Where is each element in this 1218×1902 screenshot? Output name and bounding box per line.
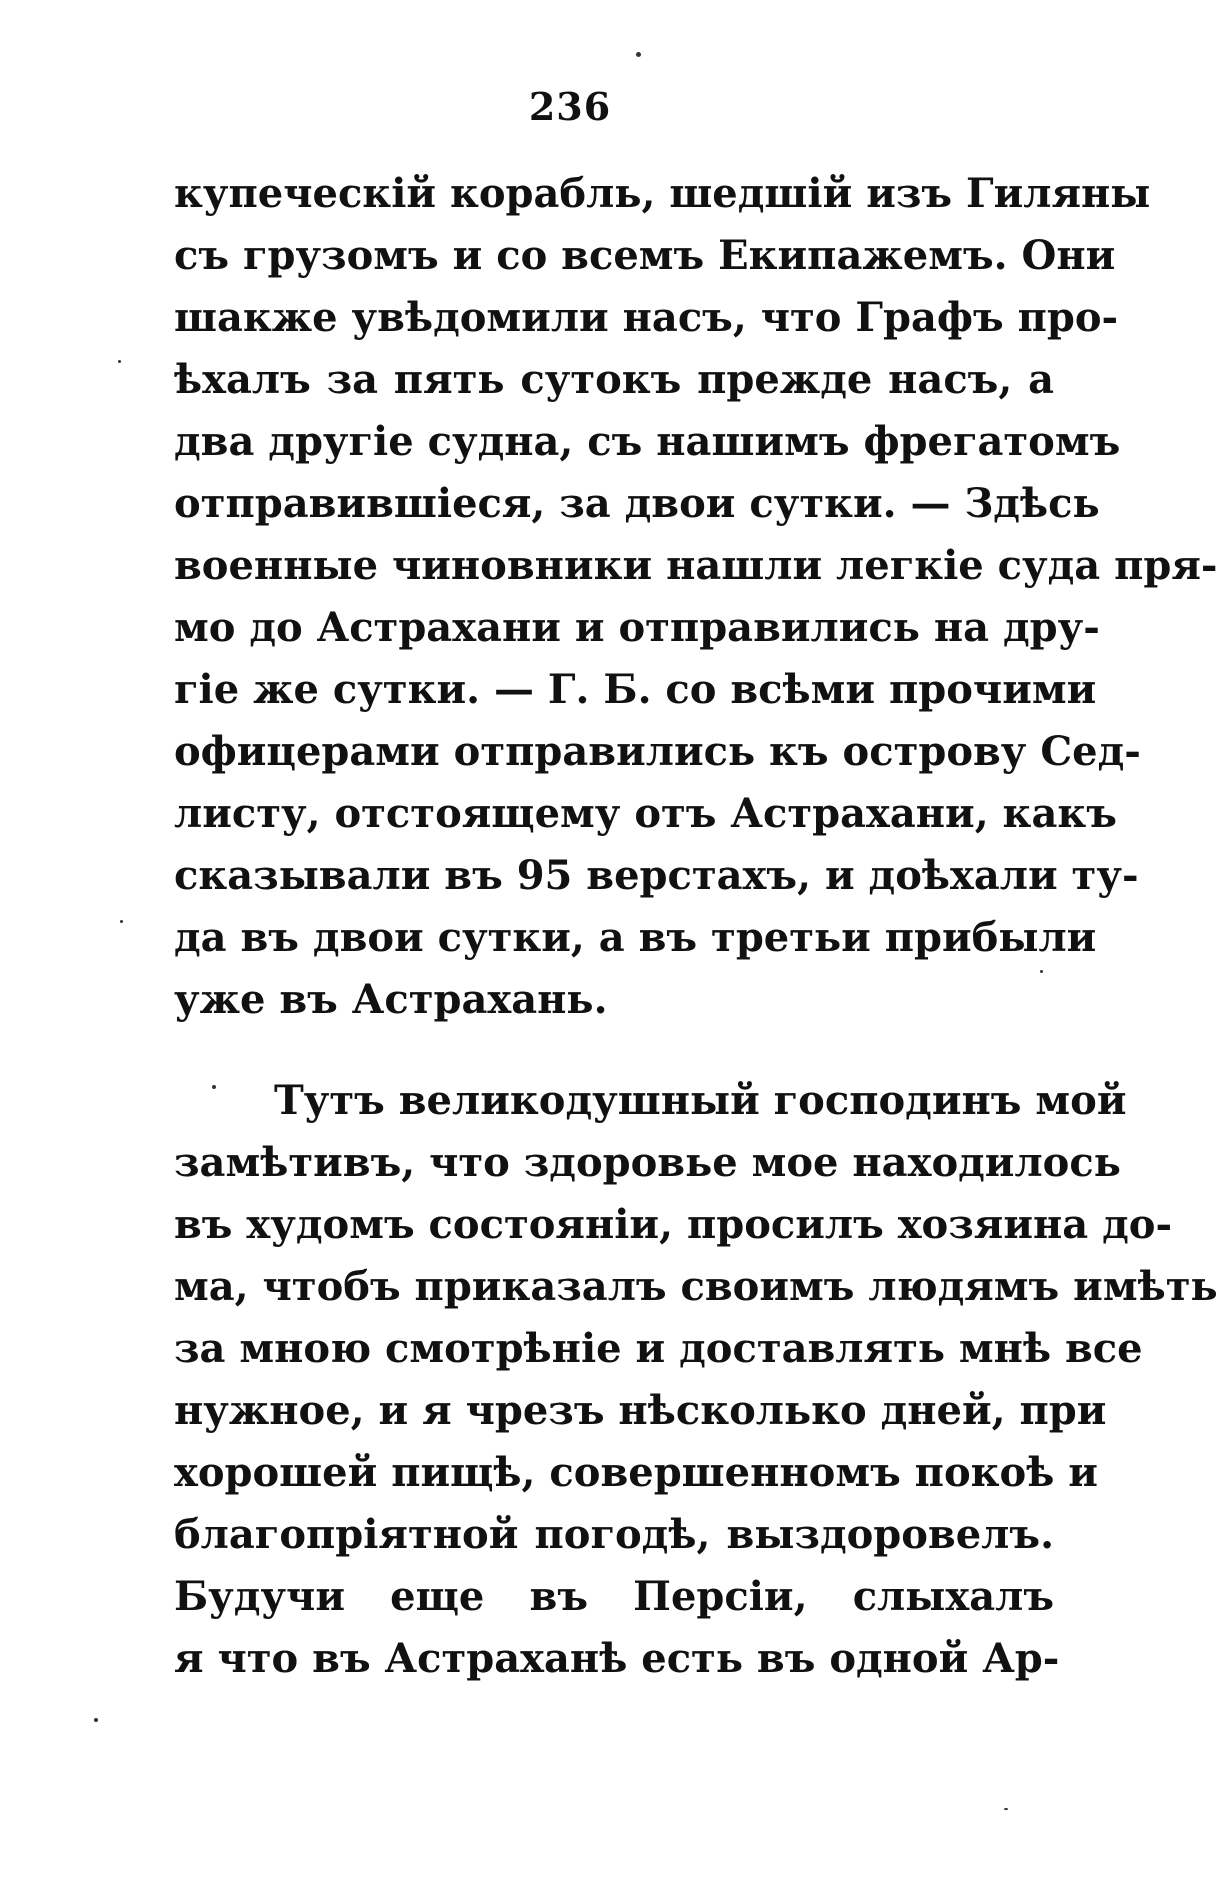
page-number: 236 [528,84,612,129]
text-line: хорошей пищѣ, совершенномъ покоѣ и [174,1449,1098,1496]
print-speck [1040,970,1043,973]
text-line: отправившіеся, за двои сутки. — Здѣсь [174,480,1100,527]
text-line: военные чиновники нашли легкіе суда пря- [174,542,1218,589]
text-line: нужное, и я чрезъ нѣсколько дней, при [174,1387,1107,1434]
text-line: въ худомъ состояніи, просилъ хозяина до- [174,1201,1173,1248]
text-line: да въ двои сутки, а въ третьи прибыли [174,914,1097,961]
text-line: благопріятной погодѣ, выздоровелъ. [174,1511,1054,1558]
text-line: я что въ Астраханѣ есть въ одной Ар- [174,1635,1060,1682]
text-line: купеческій корабль, шедшій изъ Гиляны [174,170,1151,217]
text-line: два другіе судна, съ нашимъ фрегатомъ [174,418,1121,465]
text-line: гіе же сутки. — Г. Б. со всѣми прочими [174,666,1097,713]
text-line: Тутъ великодушный господинъ мой [274,1077,1127,1124]
print-speck [1004,1808,1008,1810]
text-line: шакже увѣдомили насъ, что Графъ про- [174,294,1119,341]
paragraph-1 [174,163,1218,1031]
text-line: сказывали въ 95 верстахъ, и доѣхали ту- [174,852,1139,899]
print-speck [212,1085,216,1089]
print-speck [120,920,123,923]
print-speck [118,360,121,363]
print-speck [94,1718,98,1722]
text-line: ѣхалъ за пять сутокъ прежде насъ, а [174,356,1054,403]
text-line: ма, чтобъ приказалъ своимъ людямъ имѣть [174,1263,1218,1310]
text-line: мо до Астрахани и отправились на дру- [174,604,1100,651]
text-line: за мною смотрѣніе и доставлять мнѣ все [174,1325,1143,1372]
text-line: Будучи еще въ Персіи, слыхалъ [174,1573,1054,1620]
print-speck [636,52,641,57]
paragraph-2 [174,1070,1218,1690]
text-line: листу, отстоящему отъ Астрахани, какъ [174,790,1117,837]
text-line: уже въ Астрахань. [174,976,608,1023]
text-line: съ грузомъ и со всемъ Екипажемъ. Они [174,232,1116,279]
text-line: офицерами отправились къ острову Сед- [174,728,1141,775]
text-line: замѣтивъ, что здоровье мое находилось [174,1139,1121,1186]
